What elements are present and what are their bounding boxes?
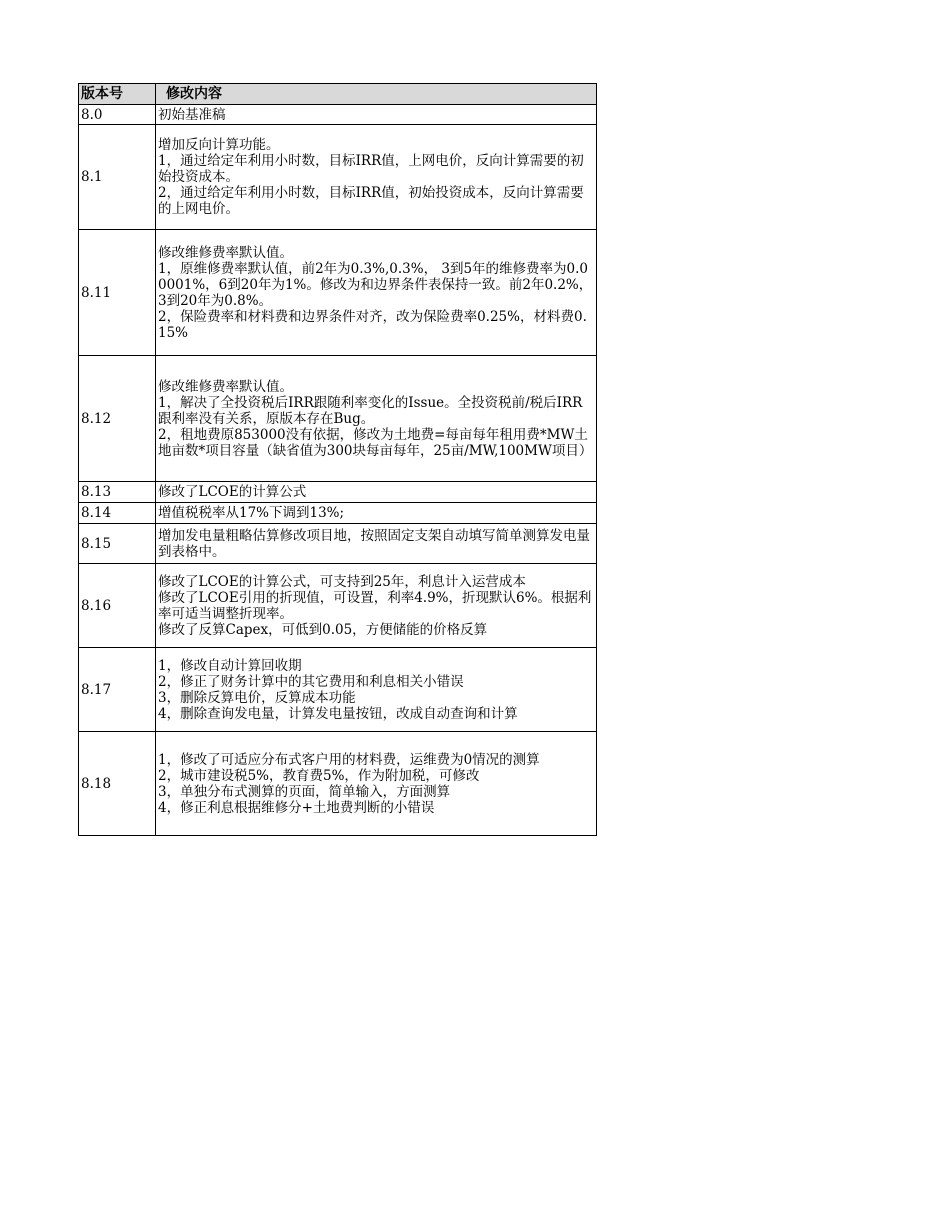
revision-history-table — [78, 83, 597, 836]
table-row — [79, 125, 597, 230]
table-row — [79, 356, 597, 482]
content-cell[interactable]: 修改了LCOE的计算公式 — [156, 482, 597, 503]
content-cell[interactable]: 初始基准稿 — [156, 105, 597, 125]
version-cell[interactable]: 8.18 — [79, 732, 156, 836]
version-cell[interactable]: 8.12 — [79, 356, 156, 482]
table-row — [79, 230, 597, 356]
table-row — [79, 503, 597, 524]
content-cell[interactable]: 增加反向计算功能。 1，通过给定年利用小时数，目标IRR值，上网电价，反向计算需要的初始投资成本。 2，通过给定年利用小时数，目标IRR值，初始投资成本，反向计算需要的上网电价。 — [156, 125, 597, 230]
content-cell[interactable]: 修改维修费率默认值。 1，原维修费率默认值，前2年为0.3%,0.3%， 3到5年的维修费率为0.00001%，6到20年为1%。修改为和边界条件表保持一致。前2年0.2%，3到20年为0.8%。 2，保险费率和材料费和边界条件对齐，改为保险费率0.25%，材料费0.15% — [156, 230, 597, 356]
header-row — [79, 84, 597, 105]
version-cell[interactable]: 8.15 — [79, 524, 156, 564]
version-cell[interactable]: 8.13 — [79, 482, 156, 503]
version-cell[interactable]: 8.0 — [79, 105, 156, 125]
table-row — [79, 648, 597, 732]
content-cell[interactable]: 增值税税率从17%下调到13%; — [156, 503, 597, 524]
version-cell[interactable]: 8.17 — [79, 648, 156, 732]
content-cell[interactable]: 1，修改自动计算回收期 2，修正了财务计算中的其它费用和利息相关小错误 3，删除反算电价，反算成本功能 4，删除查询发电量，计算发电量按钮，改成自动查询和计算 — [156, 648, 597, 732]
table-row — [79, 482, 597, 503]
table-row — [79, 564, 597, 648]
header-content[interactable]: 修改内容 — [156, 84, 597, 105]
version-cell[interactable]: 8.16 — [79, 564, 156, 648]
header-version[interactable]: 版本号 — [79, 84, 156, 105]
content-cell[interactable]: 修改维修费率默认值。 1，解决了全投资税后IRR跟随利率变化的Issue。全投资税前/税后IRR跟利率没有关系，原版本存在Bug。 2，租地费原853000没有依据，修改为土地费=每亩每年租用费*MW土地亩数*项目容量（缺省值为300块每亩每年，25亩/MW,100MW项目） — [156, 356, 597, 482]
version-cell[interactable]: 8.1 — [79, 125, 156, 230]
content-cell[interactable]: 1，修改了可适应分布式客户用的材料费，运维费为0情况的测算 2，城市建设税5%，教育费5%，作为附加税，可修改 3，单独分布式测算的页面，简单输入，方面测算 4，修正利息根据维修分+土地费判断的小错误 — [156, 732, 597, 836]
content-cell[interactable]: 修改了LCOE的计算公式，可支持到25年，利息计入运营成本 修改了LCOE引用的折现值，可设置，利率4.9%，折现默认6%。根据利率可适当调整折现率。 修改了反算Capex，可低到0.05，方便储能的价格反算 — [156, 564, 597, 648]
table-row — [79, 732, 597, 836]
table-row — [79, 105, 597, 125]
content-cell[interactable]: 增加发电量粗略估算修改项目地，按照固定支架自动填写简单测算发电量到表格中。 — [156, 524, 597, 564]
version-cell[interactable]: 8.14 — [79, 503, 156, 524]
version-cell[interactable]: 8.11 — [79, 230, 156, 356]
table-row — [79, 524, 597, 564]
